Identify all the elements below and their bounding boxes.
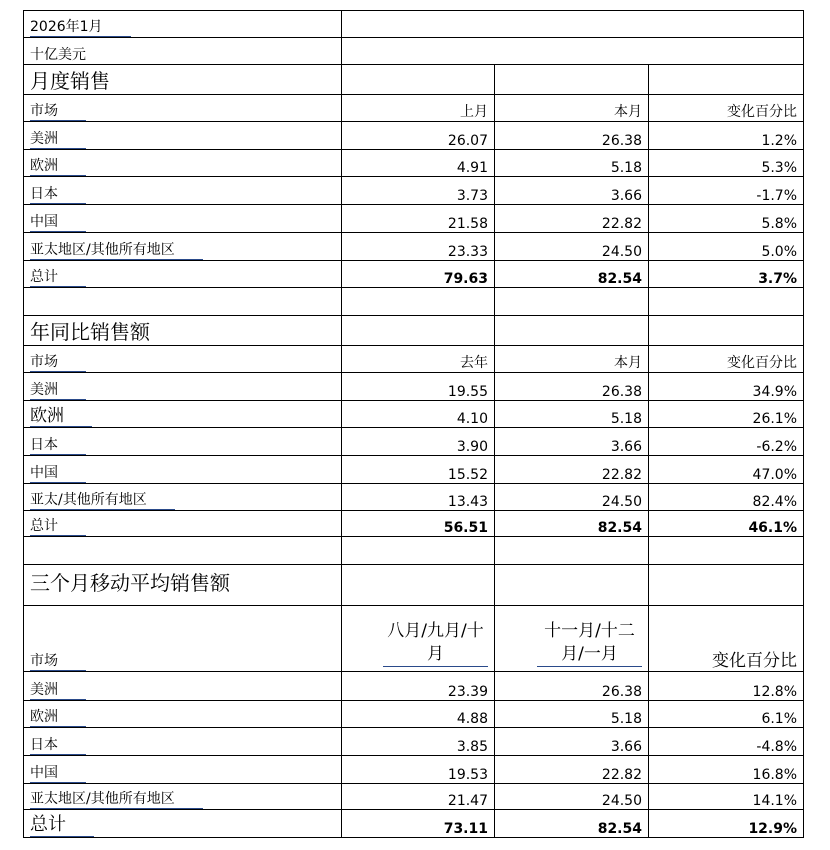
section-title-row [24, 316, 804, 346]
empty-cell[interactable] [342, 11, 804, 38]
section-title-cell[interactable] [24, 65, 342, 95]
value-cell[interactable] [495, 205, 649, 233]
total-row [24, 511, 804, 537]
column-header-cell[interactable] [342, 346, 495, 373]
column-header-row [24, 95, 804, 122]
column-header-cell[interactable] [495, 95, 649, 122]
column-header-row [24, 606, 804, 672]
value-cell[interactable] [649, 456, 804, 484]
column-header-cell[interactable] [495, 606, 649, 672]
value: 56.51 [443, 520, 488, 536]
empty-cell[interactable] [24, 288, 342, 316]
value-cell[interactable] [649, 784, 804, 810]
empty-cell[interactable] [649, 316, 804, 346]
value: 79.63 [443, 271, 488, 287]
market-cell[interactable] [24, 784, 342, 810]
value: 3.66 [610, 739, 642, 755]
value: 4.10 [456, 411, 488, 427]
column-header-cell[interactable] [24, 606, 342, 672]
table-row [24, 401, 804, 428]
empty-cell[interactable] [342, 65, 495, 95]
market-cell[interactable] [24, 122, 342, 150]
value: 4.91 [456, 160, 488, 176]
date-row [24, 11, 804, 38]
section-title-row [24, 565, 804, 606]
value: 3.66 [610, 188, 642, 204]
empty-cell[interactable] [342, 288, 495, 316]
market-name: 日本 [30, 434, 86, 455]
value: 24.50 [601, 793, 642, 809]
value-cell[interactable] [342, 373, 495, 401]
value-cell[interactable] [649, 261, 804, 288]
market-name: 亚太/其他所有地区 [30, 489, 175, 510]
value-cell[interactable] [495, 373, 649, 401]
value-cell[interactable] [649, 428, 804, 456]
empty-cell[interactable] [342, 38, 804, 65]
value-cell[interactable] [495, 150, 649, 177]
value-cell[interactable] [342, 484, 495, 511]
value-cell[interactable] [342, 672, 495, 701]
value-cell[interactable] [495, 511, 649, 537]
table-row [24, 122, 804, 150]
empty-cell[interactable] [649, 565, 804, 606]
value-cell[interactable] [342, 177, 495, 205]
value-cell[interactable] [342, 701, 495, 728]
market-cell[interactable] [24, 672, 342, 701]
value-cell[interactable] [342, 150, 495, 177]
column-header-cell[interactable] [24, 95, 342, 122]
column-header-cell[interactable] [495, 346, 649, 373]
market-cell[interactable] [24, 150, 342, 177]
market-name: 美洲 [30, 128, 86, 149]
market-cell[interactable] [24, 484, 342, 511]
table-row [24, 672, 804, 701]
value-cell[interactable] [495, 701, 649, 728]
empty-cell[interactable] [342, 565, 495, 606]
table-row [24, 177, 804, 205]
value-cell[interactable] [649, 177, 804, 205]
value-cell[interactable] [649, 150, 804, 177]
value: 26.38 [601, 684, 642, 700]
value: 22.82 [601, 767, 642, 783]
column-header: 十一月/十二月/一月 [537, 620, 642, 667]
column-header-cell[interactable] [342, 606, 495, 672]
value: 26.07 [447, 133, 488, 149]
section-title: 年同比销售额 [30, 320, 150, 344]
market-cell[interactable] [24, 810, 342, 838]
value: 14.1% [752, 793, 798, 809]
column-header: 本月 [614, 355, 642, 371]
value-cell[interactable] [495, 756, 649, 784]
value: 5.8% [761, 216, 798, 232]
column-header-cell[interactable] [24, 346, 342, 373]
column-header-cell[interactable] [342, 95, 495, 122]
market-cell[interactable] [24, 701, 342, 728]
value-cell[interactable] [649, 233, 804, 261]
value: 22.82 [601, 216, 642, 232]
column-header: 上月 [460, 104, 488, 120]
market-name: 美洲 [30, 679, 86, 700]
market-name: 欧洲 [30, 401, 92, 427]
empty-cell[interactable] [495, 65, 649, 95]
column-header: 去年 [460, 355, 488, 371]
value: 3.85 [456, 739, 488, 755]
value-cell[interactable] [342, 511, 495, 537]
column-header-cell[interactable] [649, 606, 804, 672]
value: 26.1% [752, 411, 798, 427]
value-cell[interactable] [342, 784, 495, 810]
value: 5.18 [610, 411, 642, 427]
empty-cell[interactable] [342, 537, 495, 565]
market-name: 中国 [30, 211, 86, 232]
table-row [24, 233, 804, 261]
value-cell[interactable] [342, 428, 495, 456]
market-name: 中国 [30, 462, 86, 483]
column-header: 变化百分比 [727, 104, 798, 120]
table-row [24, 428, 804, 456]
market-cell[interactable] [24, 511, 342, 537]
unit-cell[interactable] [24, 38, 342, 65]
value: 82.54 [597, 821, 642, 837]
empty-cell[interactable] [495, 537, 649, 565]
value-cell[interactable] [495, 784, 649, 810]
market-name: 日本 [30, 734, 86, 755]
sales-table [23, 10, 804, 838]
market-cell[interactable] [24, 205, 342, 233]
value-cell[interactable] [495, 233, 649, 261]
section-title-cell[interactable] [24, 565, 342, 606]
value: 24.50 [601, 244, 642, 260]
value-cell[interactable] [495, 428, 649, 456]
market-cell[interactable] [24, 456, 342, 484]
value: 82.54 [597, 271, 642, 287]
table-row [24, 728, 804, 756]
value-cell[interactable] [649, 511, 804, 537]
table-row [24, 756, 804, 784]
empty-cell[interactable] [495, 288, 649, 316]
market-name: 中国 [30, 762, 86, 783]
value: 73.11 [443, 821, 488, 837]
market-cell[interactable] [24, 177, 342, 205]
value: -1.7% [756, 188, 798, 204]
value: -4.8% [756, 739, 798, 755]
value: 82.4% [752, 494, 798, 510]
value-cell[interactable] [342, 728, 495, 756]
market-name: 美洲 [30, 379, 86, 400]
date-cell[interactable] [24, 11, 342, 38]
total-row [24, 261, 804, 288]
value: 5.0% [761, 244, 798, 260]
value: 13.43 [447, 494, 488, 510]
value: 24.50 [601, 494, 642, 510]
empty-cell[interactable] [649, 65, 804, 95]
value-cell[interactable] [342, 810, 495, 838]
value: 3.90 [456, 439, 488, 455]
value: 21.58 [447, 216, 488, 232]
table-row [24, 150, 804, 177]
market-name: 亚太地区/其他所有地区 [30, 239, 203, 260]
empty-cell[interactable] [495, 316, 649, 346]
market-cell[interactable] [24, 756, 342, 784]
value: 4.88 [456, 711, 488, 727]
column-header: 八月/九月/十月 [383, 620, 488, 667]
value-cell[interactable] [649, 756, 804, 784]
value: 1.2% [761, 133, 798, 149]
value: 5.18 [610, 160, 642, 176]
spacer-row [24, 288, 804, 316]
market-cell[interactable] [24, 233, 342, 261]
value-cell[interactable] [495, 484, 649, 511]
value-cell[interactable] [649, 205, 804, 233]
value: 47.0% [752, 467, 798, 483]
market-name: 亚太地区/其他所有地区 [30, 788, 203, 809]
market-name: 总计 [30, 266, 86, 287]
value: 12.8% [752, 684, 798, 700]
section-title-row [24, 65, 804, 95]
value-cell[interactable] [342, 756, 495, 784]
empty-cell[interactable] [649, 537, 804, 565]
value-cell[interactable] [649, 122, 804, 150]
column-header: 变化百分比 [727, 355, 798, 371]
value-cell[interactable] [495, 401, 649, 428]
value: 3.66 [610, 439, 642, 455]
value-cell[interactable] [649, 810, 804, 838]
column-header: 市场 [30, 100, 86, 121]
section-title: 三个月移动平均销售额 [30, 571, 230, 595]
column-header: 市场 [30, 351, 86, 372]
value: 22.82 [601, 467, 642, 483]
value: 6.1% [761, 711, 798, 727]
value: 3.73 [456, 188, 488, 204]
unit-label: 十亿美元 [30, 47, 86, 63]
value: -6.2% [756, 439, 798, 455]
value-cell[interactable] [342, 122, 495, 150]
value: 12.9% [748, 821, 798, 837]
market-cell[interactable] [24, 401, 342, 428]
market-name: 总计 [30, 810, 94, 837]
spacer-row [24, 537, 804, 565]
value-cell[interactable] [649, 701, 804, 728]
table-row [24, 456, 804, 484]
table-row [24, 205, 804, 233]
value-cell[interactable] [495, 177, 649, 205]
value: 5.18 [610, 711, 642, 727]
column-header: 变化百分比 [712, 651, 798, 671]
table-row [24, 701, 804, 728]
market-cell[interactable] [24, 728, 342, 756]
value-cell[interactable] [342, 205, 495, 233]
empty-cell[interactable] [649, 288, 804, 316]
column-header-cell[interactable] [649, 95, 804, 122]
section-title: 月度销售 [30, 69, 110, 93]
value: 3.7% [758, 271, 798, 287]
value-cell[interactable] [495, 261, 649, 288]
value: 26.38 [601, 384, 642, 400]
value-cell[interactable] [649, 373, 804, 401]
column-header: 本月 [614, 104, 642, 120]
column-header-cell[interactable] [649, 346, 804, 373]
value: 5.3% [761, 160, 798, 176]
value: 15.52 [447, 467, 488, 483]
column-header: 市场 [30, 650, 86, 671]
value-cell[interactable] [342, 233, 495, 261]
value-cell[interactable] [649, 728, 804, 756]
value-cell[interactable] [342, 456, 495, 484]
value-cell[interactable] [495, 810, 649, 838]
value: 23.39 [447, 684, 488, 700]
value-cell[interactable] [649, 672, 804, 701]
market-name: 欧洲 [30, 706, 86, 727]
value: 46.1% [748, 520, 798, 536]
total-row [24, 810, 804, 838]
value: 82.54 [597, 520, 642, 536]
unit-row [24, 38, 804, 65]
value-cell[interactable] [342, 401, 495, 428]
table-row [24, 484, 804, 511]
value-cell[interactable] [495, 122, 649, 150]
value-cell[interactable] [342, 261, 495, 288]
market-cell[interactable] [24, 373, 342, 401]
market-name: 总计 [30, 515, 86, 536]
value: 16.8% [752, 767, 798, 783]
section-title-cell[interactable] [24, 316, 342, 346]
date-label: 2026年1月 [30, 16, 131, 37]
value: 23.33 [447, 244, 488, 260]
column-header-row [24, 346, 804, 373]
value-cell[interactable] [649, 484, 804, 511]
market-cell[interactable] [24, 428, 342, 456]
table-row [24, 784, 804, 810]
value: 19.53 [447, 767, 488, 783]
value: 34.9% [752, 384, 798, 400]
value-cell[interactable] [495, 728, 649, 756]
empty-cell[interactable] [24, 537, 342, 565]
market-cell[interactable] [24, 261, 342, 288]
market-name: 欧洲 [30, 155, 86, 176]
value-cell[interactable] [649, 401, 804, 428]
value: 26.38 [601, 133, 642, 149]
table-row [24, 373, 804, 401]
value: 21.47 [447, 793, 488, 809]
empty-cell[interactable] [495, 565, 649, 606]
market-name: 日本 [30, 183, 86, 204]
value-cell[interactable] [495, 672, 649, 701]
value: 19.55 [447, 384, 488, 400]
empty-cell[interactable] [342, 316, 495, 346]
value-cell[interactable] [495, 456, 649, 484]
